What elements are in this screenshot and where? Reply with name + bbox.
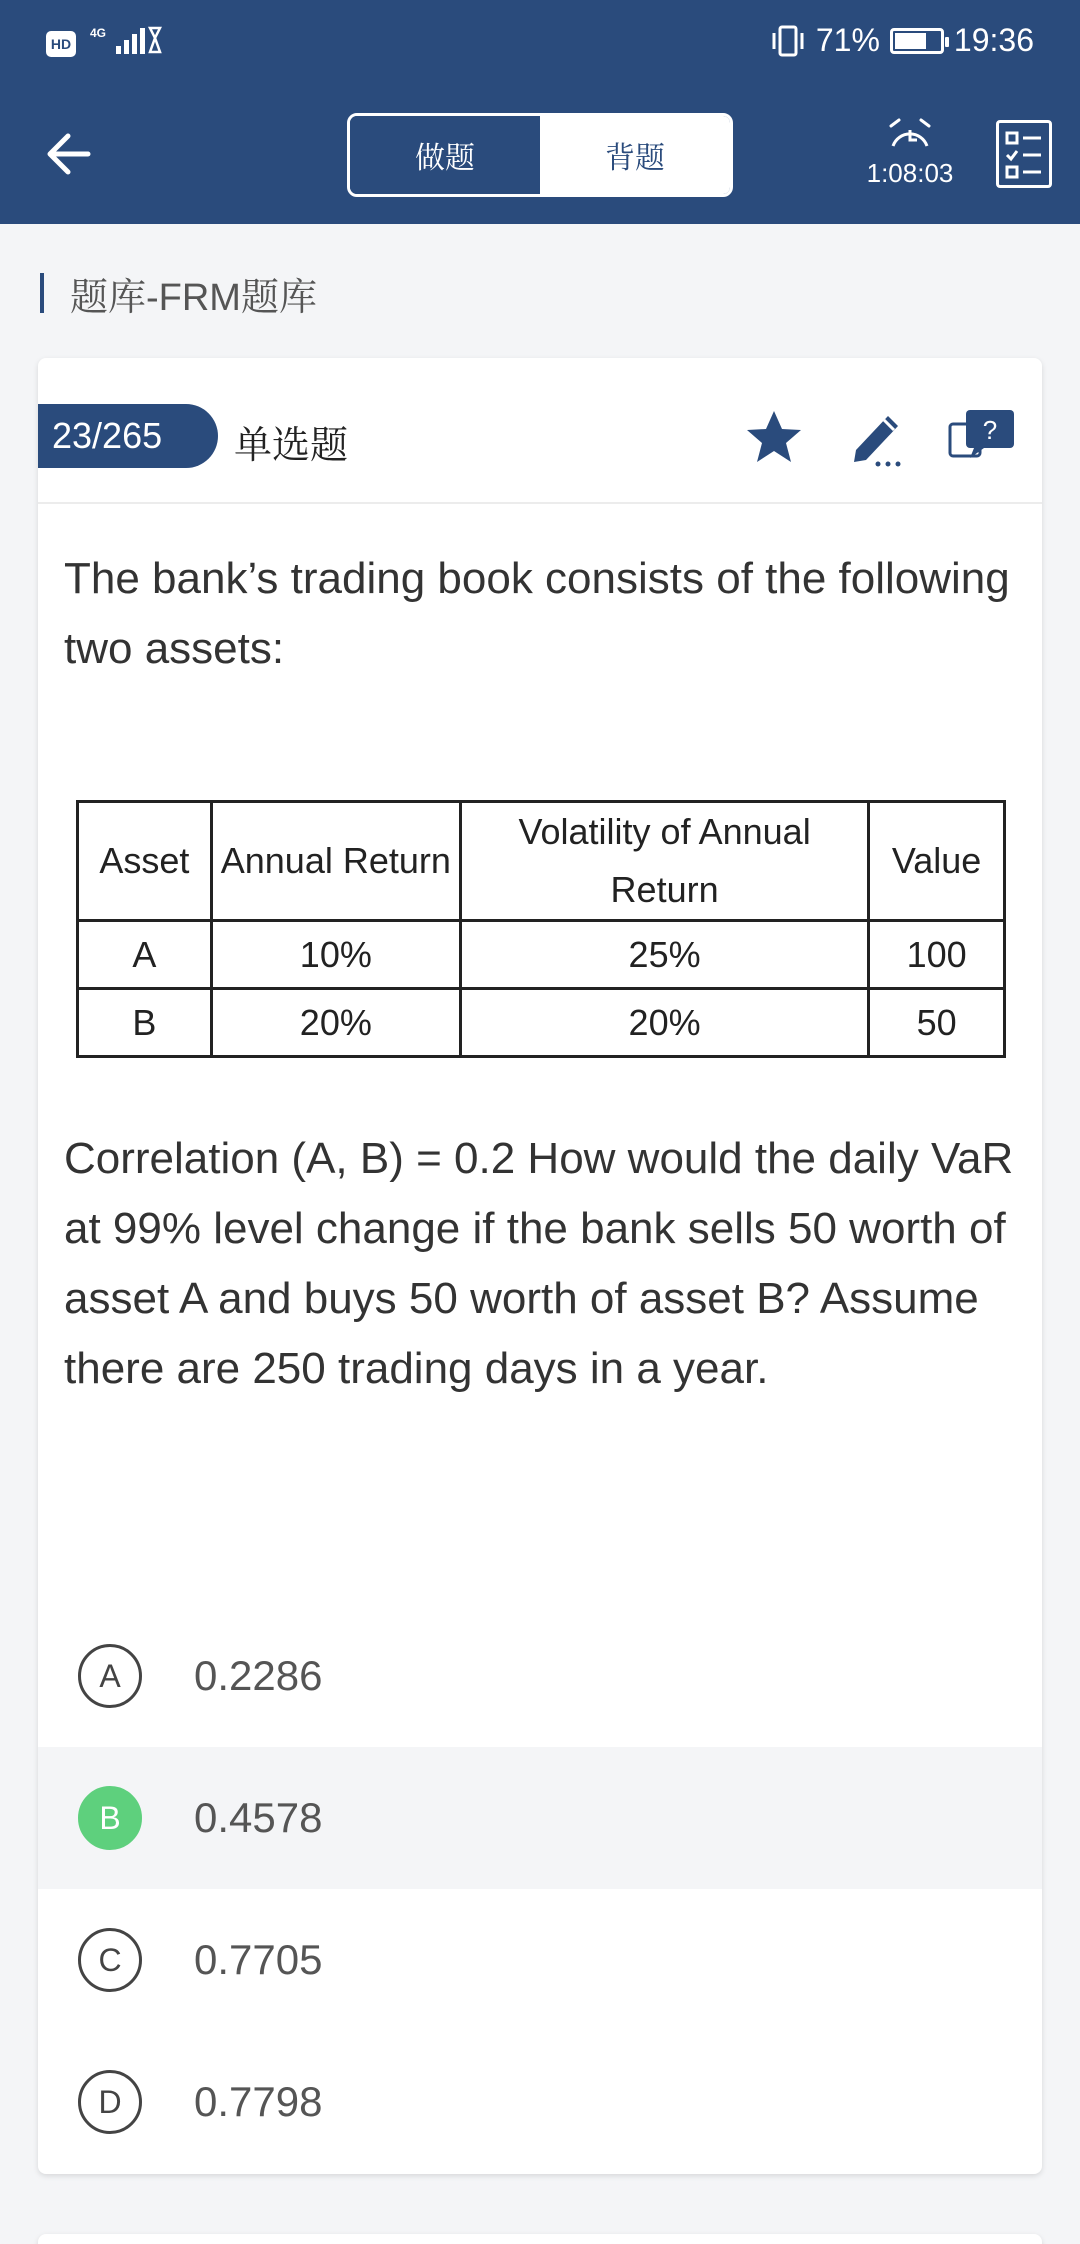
table-cell: 20% bbox=[211, 989, 460, 1057]
option-value: 0.4578 bbox=[194, 1794, 323, 1841]
option-letter: B bbox=[78, 1786, 142, 1850]
answer-sheet-icon[interactable] bbox=[996, 120, 1052, 188]
col-annual-return: Annual Return bbox=[211, 802, 460, 921]
status-left bbox=[46, 24, 162, 63]
status-right bbox=[770, 22, 1034, 59]
table-cell: 25% bbox=[460, 921, 868, 989]
question-text: The bank’s trading book consists of the following two assets: bbox=[64, 554, 1010, 673]
question-text-continued: Correlation (A, B) = 0.2 How would the daily VaR at 99% level change if the bank sells 50 worth of asset A and buys 50 worth of asset B? Assume there are 250 trading days in a year. bbox=[64, 1134, 1014, 1393]
hd-icon: HD bbox=[46, 31, 76, 57]
alarm-clock-icon bbox=[887, 116, 933, 152]
col-asset: Asset bbox=[78, 802, 212, 921]
edit-note-icon[interactable] bbox=[848, 406, 904, 468]
app-header bbox=[0, 0, 1080, 224]
table-cell: 10% bbox=[211, 921, 460, 989]
back-arrow-icon[interactable] bbox=[42, 126, 98, 182]
battery-icon bbox=[890, 28, 944, 54]
option-letter: C bbox=[78, 1928, 142, 1992]
timer-value: 1:08:03 bbox=[866, 158, 954, 188]
clock: 19:36 bbox=[953, 22, 1034, 58]
option-b[interactable] bbox=[38, 1747, 1042, 1889]
vibrate-icon bbox=[770, 24, 806, 58]
status-bar bbox=[0, 0, 1080, 84]
timer[interactable] bbox=[860, 116, 960, 189]
tab-memorize[interactable]: 背题 bbox=[540, 116, 730, 194]
mode-toggle bbox=[347, 113, 733, 197]
table-cell: 50 bbox=[869, 989, 1005, 1057]
option-a[interactable] bbox=[38, 1605, 1042, 1747]
breadcrumb-text: 题库-FRM题库 bbox=[70, 276, 317, 319]
table-row bbox=[78, 989, 1005, 1057]
option-letter: D bbox=[78, 2070, 142, 2134]
svg-text:?: ? bbox=[982, 415, 998, 445]
tab-practice[interactable]: 做题 bbox=[350, 116, 540, 194]
asset-table bbox=[76, 800, 1006, 1058]
option-value: 0.2286 bbox=[194, 1652, 323, 1699]
question-feedback-icon[interactable] bbox=[948, 408, 1016, 464]
next-card-edge bbox=[38, 2234, 1042, 2244]
question-type: 单选题 bbox=[234, 425, 349, 467]
table-cell: A bbox=[78, 921, 212, 989]
star-icon[interactable] bbox=[744, 408, 804, 466]
breadcrumb bbox=[40, 272, 317, 319]
option-c[interactable] bbox=[38, 1889, 1042, 2031]
signal-icon bbox=[90, 24, 162, 63]
table-cell: B bbox=[78, 989, 212, 1057]
battery-percent: 71% bbox=[815, 22, 880, 58]
svg-text:4G: 4G bbox=[90, 26, 107, 40]
question-header bbox=[38, 358, 1042, 504]
table-cell: 100 bbox=[869, 921, 1005, 989]
option-d[interactable] bbox=[38, 2031, 1042, 2173]
question-number: 23/265 bbox=[38, 404, 218, 468]
question-card bbox=[38, 358, 1042, 2174]
table-cell: 20% bbox=[460, 989, 868, 1057]
table-row bbox=[78, 921, 1005, 989]
col-volatility: Volatility of Annual Return bbox=[460, 802, 868, 921]
col-value: Value bbox=[869, 802, 1005, 921]
table-header-row bbox=[78, 802, 1005, 921]
option-value: 0.7798 bbox=[194, 2078, 323, 2125]
option-value: 0.7705 bbox=[194, 1936, 323, 1983]
breadcrumb-marker bbox=[40, 273, 44, 313]
option-letter: A bbox=[78, 1644, 142, 1708]
